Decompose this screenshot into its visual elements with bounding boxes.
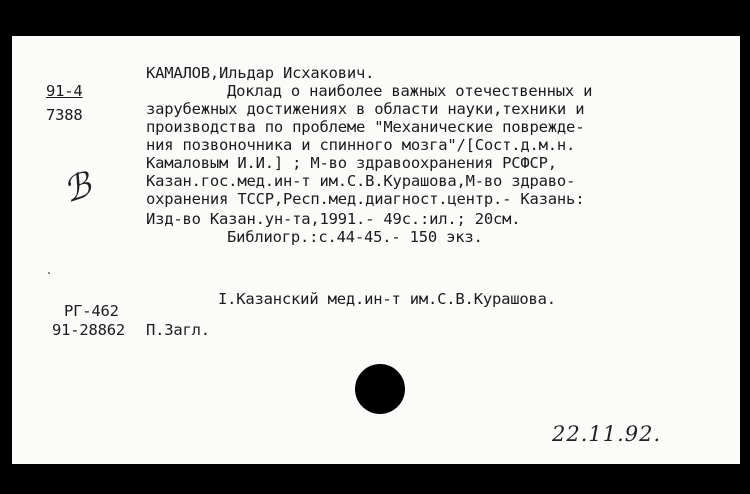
bibliography-note: Библиогр.:с.44-45.- 150 экз. bbox=[227, 228, 483, 246]
body-line-6: Казан.гос.мед.ин-т им.С.В.Курашова,М-во здраво- bbox=[146, 172, 576, 190]
tracing-code-1: РГ-462 bbox=[64, 302, 119, 320]
body-line-7: охранения ТССР,Респ.мед.диагност.центр.- Казань: bbox=[146, 190, 585, 208]
body-line-5: Камаловым И.И.] ; М-во здравоохранения РСФСР, bbox=[146, 154, 557, 172]
tracing-entry-1: I.Казанский мед.ин-т им.С.В.Курашова. bbox=[218, 290, 556, 308]
call-number-line1: 91-4 bbox=[46, 82, 83, 100]
handwritten-date: 22.11.92. bbox=[552, 422, 662, 446]
body-line-2: зарубежных достижениях в области науки,техники и bbox=[146, 100, 585, 118]
body-line-8: Изд-во Казан.ун-та,1991.- 49с.:ил.; 20см. bbox=[146, 210, 521, 228]
tracing-entry-2: П.Загл. bbox=[146, 321, 210, 339]
punch-hole bbox=[355, 364, 405, 414]
body-line-1: Доклад о наиболее важных отечественных и bbox=[227, 82, 593, 100]
body-line-4: ния позвоночника и спинного мозга"/[Сост.д.м.н. bbox=[146, 136, 576, 154]
body-line-3: производства по проблеме "Механические поврежде- bbox=[146, 118, 585, 136]
card-mark bbox=[48, 272, 50, 274]
call-number-line2: 7388 bbox=[46, 106, 83, 124]
author-heading: КАМАЛОВ,Ильдар Исхакович. bbox=[146, 64, 375, 82]
tracing-code-2: 91-28862 bbox=[52, 321, 126, 339]
handwritten-mark: ℬ bbox=[58, 164, 97, 212]
catalog-card bbox=[12, 36, 740, 464]
